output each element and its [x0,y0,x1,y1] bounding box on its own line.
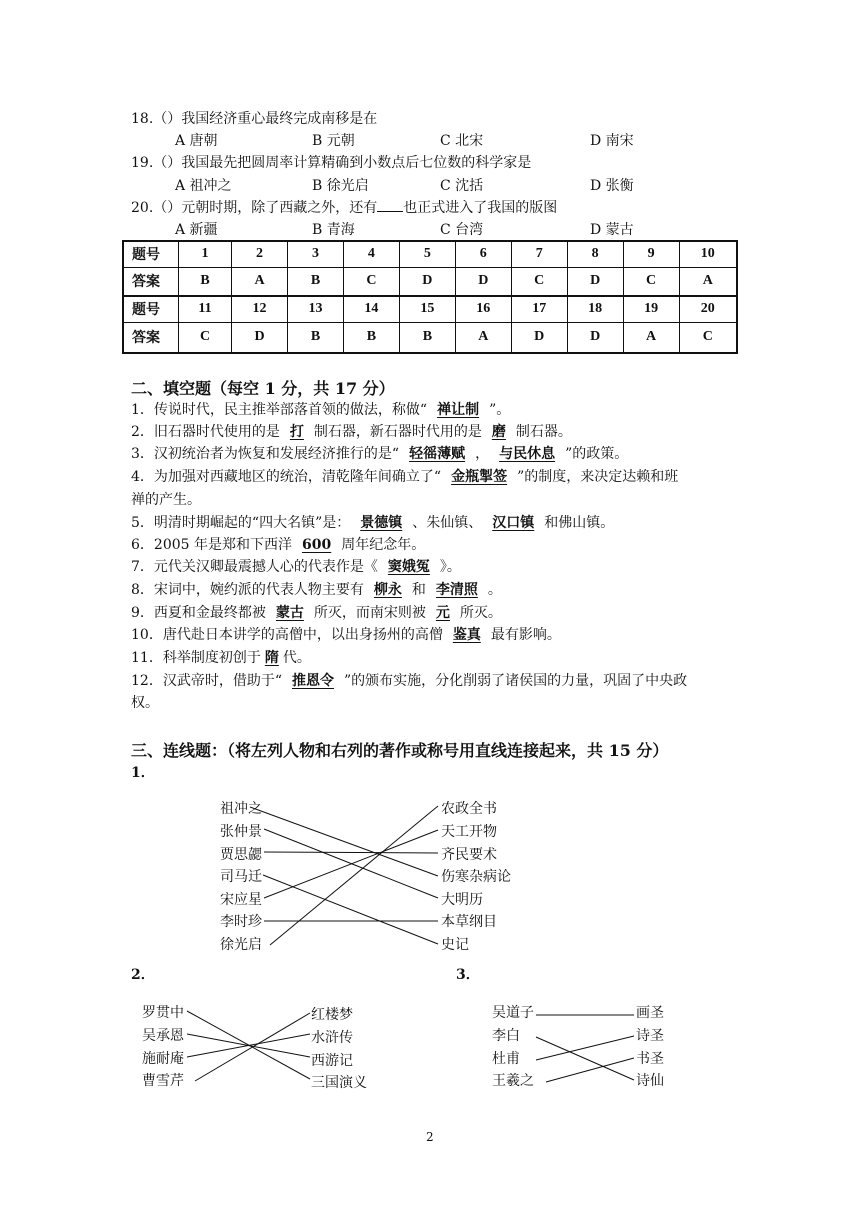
q-text: 9．西夏和金最终都被 [131,605,266,621]
page-number: 2 [426,1130,434,1144]
match3-right-item: 诗仙 [636,1073,664,1089]
table-cell: D [511,322,567,353]
match1-right-item: 天工开物 [441,824,497,840]
match-line [270,806,438,945]
answer-text: 打 [289,424,304,440]
table-cell: C [679,322,737,353]
q20-option-b: B 青海 [312,222,355,238]
q18-option-a: A 唐朝 [175,133,218,149]
answer-text: 金瓶掣签 [451,469,508,485]
match3-right-item: 书圣 [636,1051,664,1067]
table-cell: B [179,267,232,296]
q18-option-c: C 北宋 [440,133,484,149]
table-cell: B [288,322,344,353]
match2-left-item: 施耐庵 [142,1051,184,1067]
match1-left-item: 祖冲之 [220,801,262,817]
table-cell: 5 [399,241,455,267]
table-cell: 6 [455,241,511,267]
q-text: 和佛山镇。 [544,515,615,531]
match-line [264,852,438,853]
matching-3-number: 3． [456,967,480,983]
q-text: 6．2005 年是郑和下西洋 [131,537,292,553]
answer-text: 李清照 [435,582,478,598]
q-text: 3．汉初统治者为恢复和发展经济推行的是“ [131,446,400,462]
q19-option-a: A 祖冲之 [175,178,232,194]
q-text: 代。 [282,650,311,666]
match-line [536,1036,634,1060]
q20-option-a: A 新疆 [175,222,218,238]
match2-left-item: 罗贯中 [142,1005,184,1021]
table-cell: 16 [455,296,511,322]
match-line [546,1058,634,1082]
q-text: 1．传说时代，民主推举部落首领的做法，称做“ [131,402,428,418]
answer-text: 蒙古 [275,605,304,621]
table-cell: 7 [511,241,567,267]
question-19-stem: 19.（）我国最先把圆周率计算精确到小数点后七位数的科学家是 [131,155,532,171]
q-text: 10．唐代赴日本讲学的高僧中，以出身扬州的高僧 [131,627,443,643]
match1-right-item: 齐民要术 [441,847,497,863]
answer-text: 景德镇 [360,515,403,531]
q18-option-d: D 南宋 [590,133,634,149]
answer-text: 与民休息 [499,446,556,462]
table-cell: C [179,322,232,353]
q20-stem-part1: 20.（）元朝时期，除了西藏之外，还有 [131,200,378,216]
match-line [536,1037,634,1080]
table-cell: A [623,322,679,353]
match3-left-item: 杜甫 [492,1051,520,1067]
table-cell: B [288,267,344,296]
answer-text: 元 [435,605,450,621]
table-cell: A [455,322,511,353]
match1-right-item: 农政全书 [441,801,497,817]
match1-left-item: 宋应星 [220,892,262,908]
q20-option-d: D 蒙古 [590,222,634,238]
table-cell: D [567,267,623,296]
answer-text: 600 [302,537,332,553]
match-line [263,875,438,944]
match2-right-item: 西游记 [311,1053,353,1069]
q-text: 。 [487,582,502,598]
match1-left-item: 张仲景 [220,824,262,840]
q-text: 权。 [131,695,159,711]
table-cell: 13 [288,296,344,322]
q-text: ”。 [489,402,511,418]
q-text: 制石器。 [515,424,572,440]
answer-text: 禅让制 [437,402,480,418]
q-text: 5．明清时期崛起的“四大名镇”是： [131,515,351,531]
table-cell: C [623,267,679,296]
table-cell: 17 [511,296,567,322]
question-18-stem: 18.（）我国经济重心最终完成南移是在 [131,111,378,127]
q20-option-c: C 台湾 [440,222,484,238]
q-text: 12．汉武帝时，借助于“ [131,673,282,689]
table-cell: 12 [232,296,288,322]
table-cell: 9 [623,241,679,267]
table-header-cell: 题号 [123,296,179,322]
q-text: 4．为加强对西藏地区的统治，清乾隆年间确立了“ [131,469,442,485]
table-header-cell: 题号 [123,241,179,267]
match1-right-item: 伤寒杂病论 [441,869,511,885]
q-text: 制石器，新石器时代用的是 [313,424,482,440]
match2-right-item: 三国演义 [311,1075,367,1091]
q-text: 禅的产生。 [131,492,201,508]
q-text: ， [475,446,490,462]
q20-stem-part2: 也正式进入了我国的版图 [403,200,558,216]
table-header-cell: 答案 [123,267,179,296]
answer-text: 隋 [264,650,279,666]
match1-left-item: 贾思勰 [220,847,262,863]
q-text: 8．宋词中，婉约派的代表人物主要有 [131,582,364,598]
table-cell: B [343,322,399,353]
answer-text: 轻徭薄赋 [409,446,466,462]
table-cell: B [399,322,455,353]
q-text: 和 [411,582,426,598]
q-text: ”的政策。 [565,446,629,462]
section-3-title: 三、连线题：（将左列人物和右列的著作或称号用直线连接起来，共 15 分） [131,741,669,760]
match1-left-item: 李时珍 [220,914,262,930]
match1-left-item: 徐光启 [220,937,262,953]
answer-text: 鉴真 [452,627,481,643]
table-cell: 4 [343,241,399,267]
match3-left-item: 王羲之 [492,1073,534,1089]
match3-right-item: 诗圣 [636,1028,664,1044]
table-cell: 8 [567,241,623,267]
match1-right-item: 大明历 [441,892,483,908]
q19-option-d: D 张衡 [590,178,634,194]
match2-right-item: 红楼梦 [311,1007,353,1023]
section-2-title: 二、填空题（每空 1 分，共 17 分） [131,379,395,398]
answer-text: 窦娥冤 [387,559,430,575]
table-cell: C [511,267,567,296]
q19-option-c: C 沈括 [440,178,484,194]
table-cell: D [455,267,511,296]
match1-right-item: 本草纲目 [441,914,497,930]
match2-left-item: 曹雪芹 [142,1073,184,1089]
match2-left-item: 吴承恩 [142,1028,184,1044]
table-cell: 19 [623,296,679,322]
table-cell: 10 [679,241,737,267]
q-text: ”的制度，来决定达赖和班 [517,469,679,485]
table-cell: 1 [179,241,232,267]
answer-text: 柳永 [373,582,402,598]
table-cell: 18 [567,296,623,322]
table-cell: A [232,267,288,296]
q-text: 7．元代关汉卿最震撼人心的代表作是《 [131,559,378,575]
table-cell: D [232,322,288,353]
match1-right-item: 史记 [441,937,469,953]
match-line [195,1013,310,1081]
q-text: 所灭，而南宋则被 [313,605,426,621]
match2-right-item: 水浒传 [311,1030,353,1046]
table-cell: 3 [288,241,344,267]
q-text: 最有影响。 [490,627,561,643]
table-cell: 20 [679,296,737,322]
q-text: 2．旧石器时代使用的是 [131,424,280,440]
q-text: 周年纪念年。 [341,537,426,553]
q-text: ”的颁布实施，分化削弱了诸侯国的力量，巩固了中央政 [343,673,688,689]
match3-right-item: 画圣 [636,1005,664,1021]
table-header-cell: 答案 [123,322,179,353]
table-cell: C [343,267,399,296]
q-text: 》。 [439,559,461,575]
table-cell: D [567,322,623,353]
table-cell: 15 [399,296,455,322]
table-cell: 11 [179,296,232,322]
matching-1-number: 1． [131,765,155,781]
answer-text: 磨 [491,424,506,440]
answer-text: 汉口镇 [492,515,535,531]
match3-left-item: 李白 [492,1028,520,1044]
match1-left-item: 司马迁 [220,869,262,885]
table-cell: 14 [343,296,399,322]
answer-text: 推恩令 [291,673,334,689]
matching-2-number: 2． [131,967,155,983]
table-cell: A [679,267,737,296]
q19-option-b: B 徐光启 [312,178,369,194]
q-text: 11．科举制度初创于 [131,650,261,666]
q-text: 所灭。 [459,605,502,621]
table-cell: D [399,267,455,296]
match3-left-item: 吴道子 [492,1005,534,1021]
q-text: 、朱仙镇、 [412,515,483,531]
table-cell: 2 [232,241,288,267]
q18-option-b: B 元朝 [312,133,355,149]
